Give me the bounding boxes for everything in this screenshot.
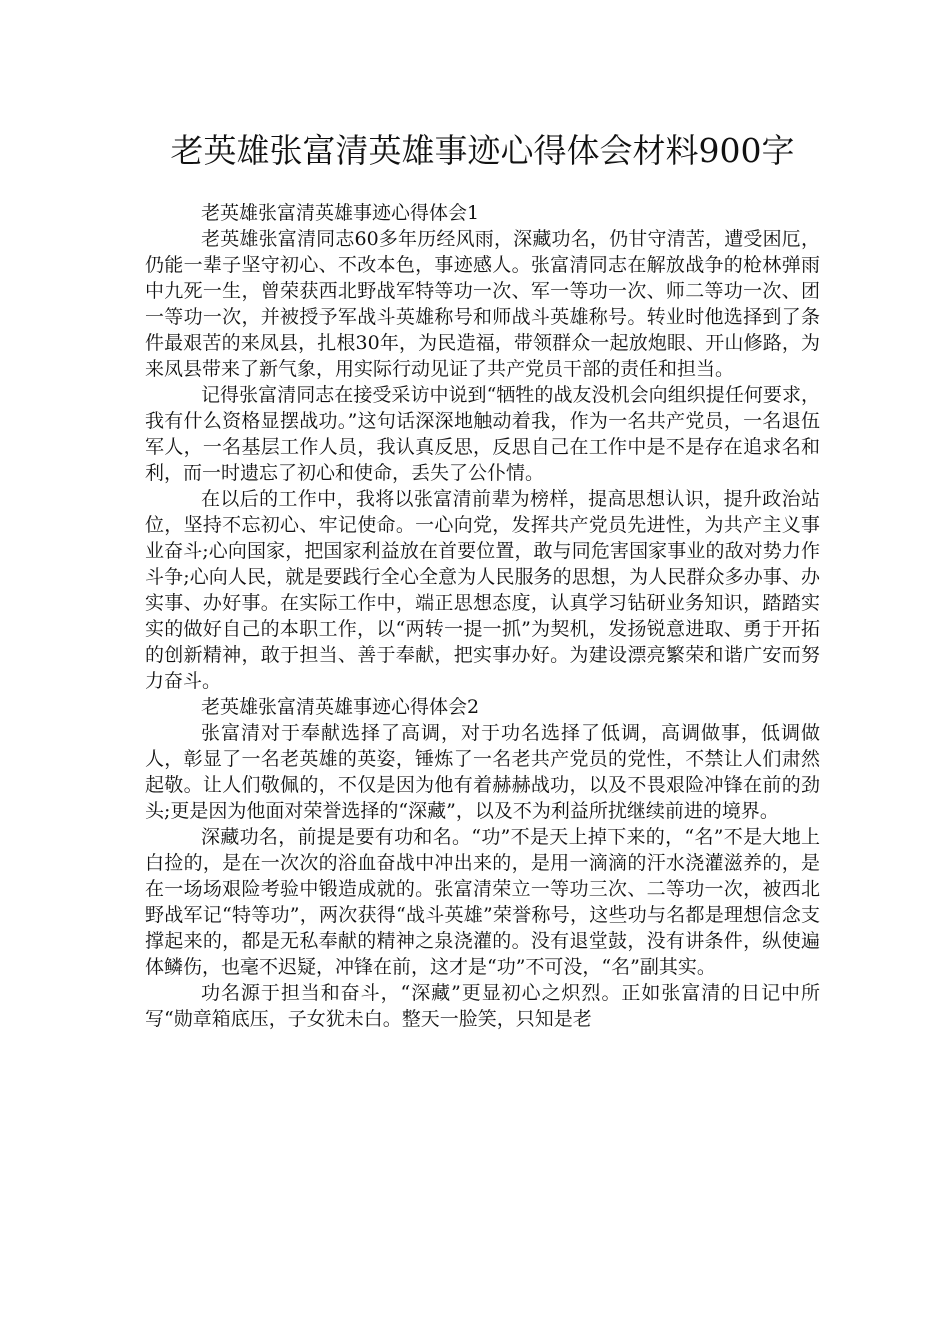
document-title: 老英雄张富清英雄事迹心得体会材料900字 — [170, 131, 795, 170]
section-heading-1: 老英雄张富清英雄事迹心得体会1 — [201, 202, 480, 224]
document-body — [145, 200, 820, 1032]
body-paragraph: 在以后的工作中，我将以张富清前辈为榜样，提高思想认识，提升政治站位，坚持不忘初心、牢记使命。一心向党，发挥共产党员先进性，为共产主义事业奋斗;心向国家，把国家利益放在首要位置，敢与同危害国家事业的敌对势力作斗争;心向人民，就是要践行全心全意为人民服务的思想，为人民群众多办事、办实事、办好事。在实际工作中，端正思想态度，认真学习钻研业务知识，踏踏实实的做好自己的本职工作，以“两转一提一抓”为契机，发扬锐意进取、勇于开拓的创新精神，敢于担当、善于奉献，把实事办好。为建设漂亮繁荣和谐广安而努力奋斗。 — [145, 488, 820, 692]
body-paragraph: 深藏功名，前提是要有功和名。“功”不是天上掉下来的，“名”不是大地上白捡的，是在一次次的浴血奋战中冲出来的，是用一滴滴的汗水浇灌滋养的，是在一场场艰险考验中锻造成就的。张富清荣立一等功三次、二等功一次，被西北野战军记“特等功”，两次获得“战斗英雄”荣誉称号，这些功与名都是理想信念支撑起来的，都是无私奉献的精神之泉浇灌的。没有退堂鼓，没有讲条件，纵使遍体鳞伤，也毫不迟疑，冲锋在前，这才是“功”不可没，“名”副其实。 — [145, 826, 820, 978]
body-paragraph: 记得张富清同志在接受采访中说到“牺牲的战友没机会向组织提任何要求，我有什么资格显摆战功。”这句话深深地触动着我，作为一名共产党员，一名退伍军人，一名基层工作人员，我认真反思，反思自己在工作中是不是存在追求名和利，而一时遗忘了初心和使命，丢失了公仆情。 — [145, 384, 820, 484]
body-paragraph: 功名源于担当和奋斗，“深藏”更显初心之炽烈。正如张富清的日记中所写“勋章箱底压，子女犹未白。整天一脸笑，只知是老 — [145, 982, 820, 1030]
section-heading-2: 老英雄张富清英雄事迹心得体会2 — [201, 696, 480, 718]
document-page — [145, 128, 820, 1032]
body-paragraph: 老英雄张富清同志60多年历经风雨，深藏功名，仍甘守清苦，遭受困厄，仍能一辈子坚守初心、不改本色，事迹感人。张富清同志在解放战争的枪林弹雨中九死一生，曾荣获西北野战军特等功一次、军一等功一次、师二等功一次、团一等功一次，并被授予军战斗英雄称号和师战斗英雄称号。转业时他选择到了条件最艰苦的来凤县，扎根30年，为民造福，带领群众一起放炮眼、开山修路，为来凤县带来了新气象，用实际行动见证了共产党员干部的责任和担当。 — [145, 228, 820, 380]
body-paragraph: 张富清对于奉献选择了高调，对于功名选择了低调，高调做事，低调做人，彰显了一名老英雄的英姿，锤炼了一名老共产党员的党性，不禁让人们肃然起敬。让人们敬佩的，不仅是因为他有着赫赫战功，以及不畏艰险冲锋在前的劲头;更是因为他面对荣誉选择的“深藏”，以及不为利益所扰继续前进的境界。 — [145, 722, 820, 822]
